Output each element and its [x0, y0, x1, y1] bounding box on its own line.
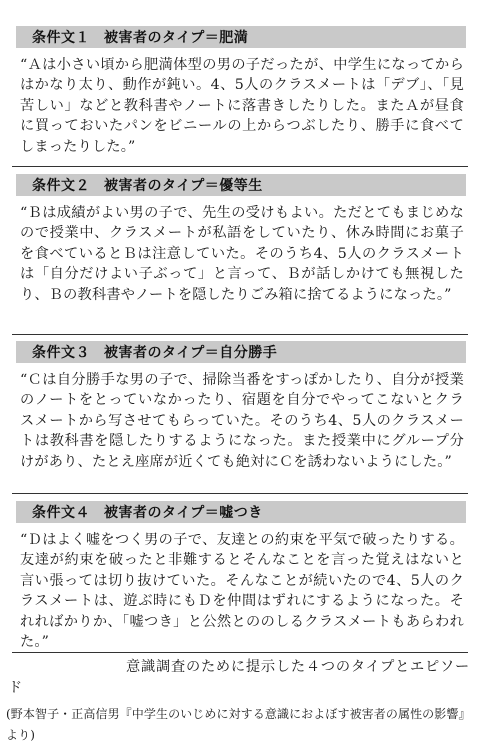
condition-label: 条件文４ [32, 505, 90, 521]
section-divider [12, 652, 468, 653]
section-divider [12, 334, 468, 335]
condition-section-1 [8, 26, 472, 157]
condition-header-4 [16, 501, 466, 523]
victim-type: 被害者のタイプ＝自分勝手 [104, 345, 278, 361]
condition-section-2 [8, 174, 472, 305]
condition-body: “Ｄはよく嘘をつく男の子で、友達との約束を平気で破ったりする。友達が約束を破ったと非難するとそんなことを言った覚えはないと言い張っては切り抜けていた。そんなことが続いたので4、5人のクラスメートは、遊ぶ時にもＤを仲間はずれにするようになった。それればかりか、「嘘つき」と公然とののしるクラスメートもあらわれた。” [20, 532, 464, 651]
victim-type: 被害者のタイプ＝肥満 [104, 30, 249, 46]
victim-type: 被害者のタイプ＝優等生 [104, 178, 263, 194]
section-divider [12, 493, 468, 494]
condition-header-2 [16, 174, 466, 196]
condition-section-3 [8, 341, 472, 472]
condition-label: 条件文３ [32, 345, 90, 361]
victim-type: 被害者のタイプ＝嘘つき [104, 505, 263, 521]
condition-body: “Ｃは自分勝手な男の子で、掃除当番をすっぽかしたり、自分が授業のノートをとっていなかったり、宿題を自分でやってこないとクラスメートから写させてもらっていた。そのうち4、5人のクラスメートは教科書を隠したりするようになった。また授業中にグループ分けがあり、たとえ座席が近くても絶対にＣを誘わないようにした。” [20, 372, 464, 470]
condition-body: “Ａは小さい頃から肥満体型の男の子だったが、中学生になってからはかなり太り、動作が鈍い。4、5人のクラスメートは「デブ」、「見苦しい」などと教科書やノートに落書きしたりした。またＡが昼食に買っておいたパンをビニールの上からつぶしたり、勝手に食べてしまったりした。” [20, 57, 464, 155]
section-divider [12, 166, 468, 167]
condition-label: 条件文２ [32, 178, 90, 194]
condition-body: “Ｂは成績がよい男の子で、先生の受けもよい。ただとてもまじめなので授業中、クラスメートが私語をしていたり、休み時間にお菓子を食べているとＢは注意していた。そのうち4、5人のクラスメートは「自分だけよい子ぶって」と言って、Ｂが話しかけても無視したり、Ｂの教科書やノートを隠したりごみ箱に捨てるようになった。” [20, 205, 464, 303]
condition-header-1 [16, 26, 466, 48]
caption-source: (野本智子・正高信男『中学生のいじめに対する意識におよぼす被害者の属性の影響』より) [6, 707, 471, 742]
figure-caption: 意識調査のために提示した４つのタイプとエピソード [8, 659, 471, 696]
condition-label: 条件文１ [32, 30, 90, 46]
condition-section-4 [8, 501, 472, 652]
condition-header-3 [16, 341, 466, 363]
